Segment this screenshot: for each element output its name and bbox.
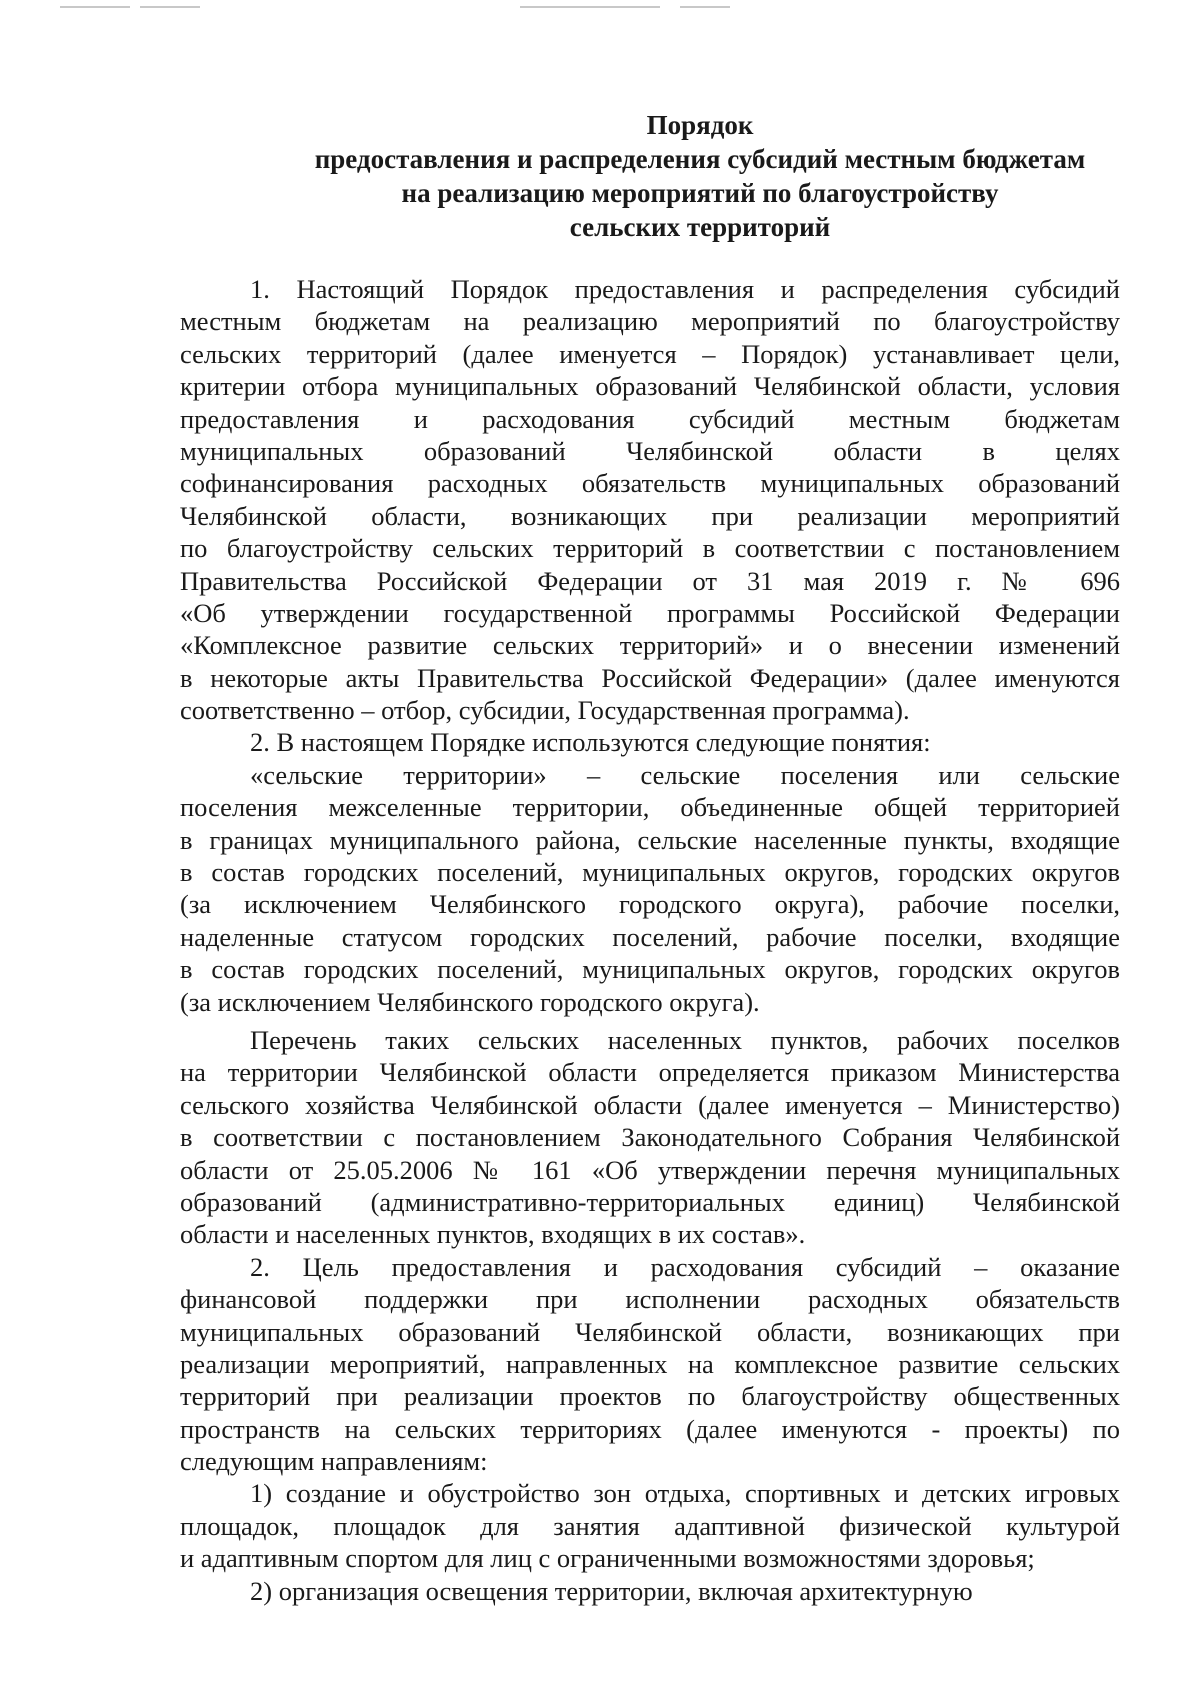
- title-line: предоставления и распределения субсидий местным бюджетам: [314, 144, 1086, 174]
- title-line: на реализацию мероприятий по благоустройству: [401, 178, 999, 208]
- text-line: сельских территорий (далее именуется – Порядок) устанавливает цели,: [180, 338, 1120, 369]
- text-line: 1) создание и обустройство зон отдыха, спортивных и детских игровых: [250, 1478, 1120, 1509]
- text-line: по благоустройству сельских территорий в соответствии с постановлением: [180, 533, 1120, 564]
- text-line: реализации мероприятий, направленных на комплексное развитие сельских: [180, 1348, 1120, 1379]
- text-line: наделенные статусом городских поселений, рабочие поселки, входящие: [180, 921, 1120, 952]
- text-line: на территории Челябинской области определяется приказом Министерства: [180, 1057, 1120, 1088]
- text-line: «Об утверждении государственной программы Российской Федерации: [180, 597, 1120, 628]
- text-line: области и населенных пунктов, входящих в их состав».: [180, 1219, 806, 1250]
- scan-artifacts: [0, 0, 1200, 30]
- text-line: 2. В настоящем Порядке используются следующие понятия:: [250, 727, 931, 758]
- text-line: Челябинской области, возникающих при реализации мероприятий: [180, 500, 1120, 531]
- text-line: «сельские территории» – сельские поселения или сельские: [250, 759, 1120, 790]
- text-line: области от 25.05.2006 № 161 «Об утверждении перечня муниципальных: [180, 1154, 1120, 1185]
- text-line: (за исключением Челябинского городского округа).: [180, 986, 760, 1017]
- scan-speck: [140, 6, 200, 8]
- text-line: сельского хозяйства Челябинской области (далее именуется – Министерство): [180, 1089, 1120, 1120]
- text-line: софинансирования расходных обязательств муниципальных образований: [180, 468, 1120, 499]
- text-line: Правительства Российской Федерации от 31 мая 2019 г. № 696: [180, 565, 1120, 596]
- paragraph: [180, 1477, 1120, 1574]
- text-line: муниципальных образований Челябинской области в целях: [180, 435, 1120, 466]
- text-line: пространств на сельских территориях (далее именуются - проекты) по: [180, 1413, 1120, 1444]
- paragraph: [180, 1024, 1120, 1251]
- text-line: в некоторые акты Правительства Российской Федерации» (далее именуются: [180, 662, 1120, 693]
- text-line: «Комплексное развитие сельских территорий» и о внесении изменений: [180, 630, 1120, 661]
- paragraph: [180, 1575, 1120, 1607]
- paragraph: [180, 726, 1120, 758]
- text-line: финансовой поддержки при исполнении расходных обязательств: [180, 1284, 1120, 1315]
- paragraph: [180, 759, 1120, 1018]
- scan-speck: [520, 6, 660, 8]
- document-body: [180, 273, 1120, 1607]
- text-line: Перечень таких сельских населенных пунктов, рабочих поселков: [250, 1024, 1120, 1055]
- text-line: в границах муниципального района, сельские населенные пункты, входящие: [180, 824, 1120, 855]
- text-line: соответственно – отбор, субсидии, Государственная программа).: [180, 695, 910, 726]
- document-title: [200, 108, 1200, 244]
- text-line: в состав городских поселений, муниципальных округов, городских округов: [180, 857, 1120, 888]
- scan-speck: [680, 6, 730, 8]
- text-line: в соответствии с постановлением Законодательного Собрания Челябинской: [180, 1122, 1120, 1153]
- text-line: площадок, площадок для занятия адаптивной физической культурой: [180, 1510, 1120, 1541]
- text-line: в состав городских поселений, муниципальных округов, городских округов: [180, 954, 1120, 985]
- text-line: территорий при реализации проектов по благоустройству общественных: [180, 1381, 1120, 1412]
- text-line: (за исключением Челябинского городского округа), рабочие поселки,: [180, 889, 1120, 920]
- text-line: критерии отбора муниципальных образований Челябинской области, условия: [180, 371, 1120, 402]
- text-line: муниципальных образований Челябинской области, возникающих при: [180, 1316, 1120, 1347]
- text-line: местным бюджетам на реализацию мероприятий по благоустройству: [180, 306, 1120, 337]
- text-line: 2. Цель предоставления и расходования субсидий – оказание: [250, 1251, 1120, 1282]
- paragraph: [180, 273, 1120, 726]
- title-line: Порядок: [646, 110, 754, 140]
- paragraph: [180, 1251, 1120, 1478]
- text-line: поселения межселенные территории, объединенные общей территорией: [180, 792, 1120, 823]
- text-line: следующим направлениям:: [180, 1446, 488, 1477]
- text-line: 2) организация освещения территории, включая архитектурную: [250, 1575, 973, 1606]
- text-line: 1. Настоящий Порядок предоставления и распределения субсидий: [250, 274, 1120, 304]
- text-line: и адаптивным спортом для лиц с ограниченными возможностями здоровья;: [180, 1543, 1035, 1574]
- text-line: образований (административно-территориальных единиц) Челябинской: [180, 1186, 1120, 1217]
- scan-speck: [60, 6, 130, 8]
- text-line: предоставления и расходования субсидий местным бюджетам: [180, 403, 1120, 434]
- title-line: сельских территорий: [569, 212, 831, 242]
